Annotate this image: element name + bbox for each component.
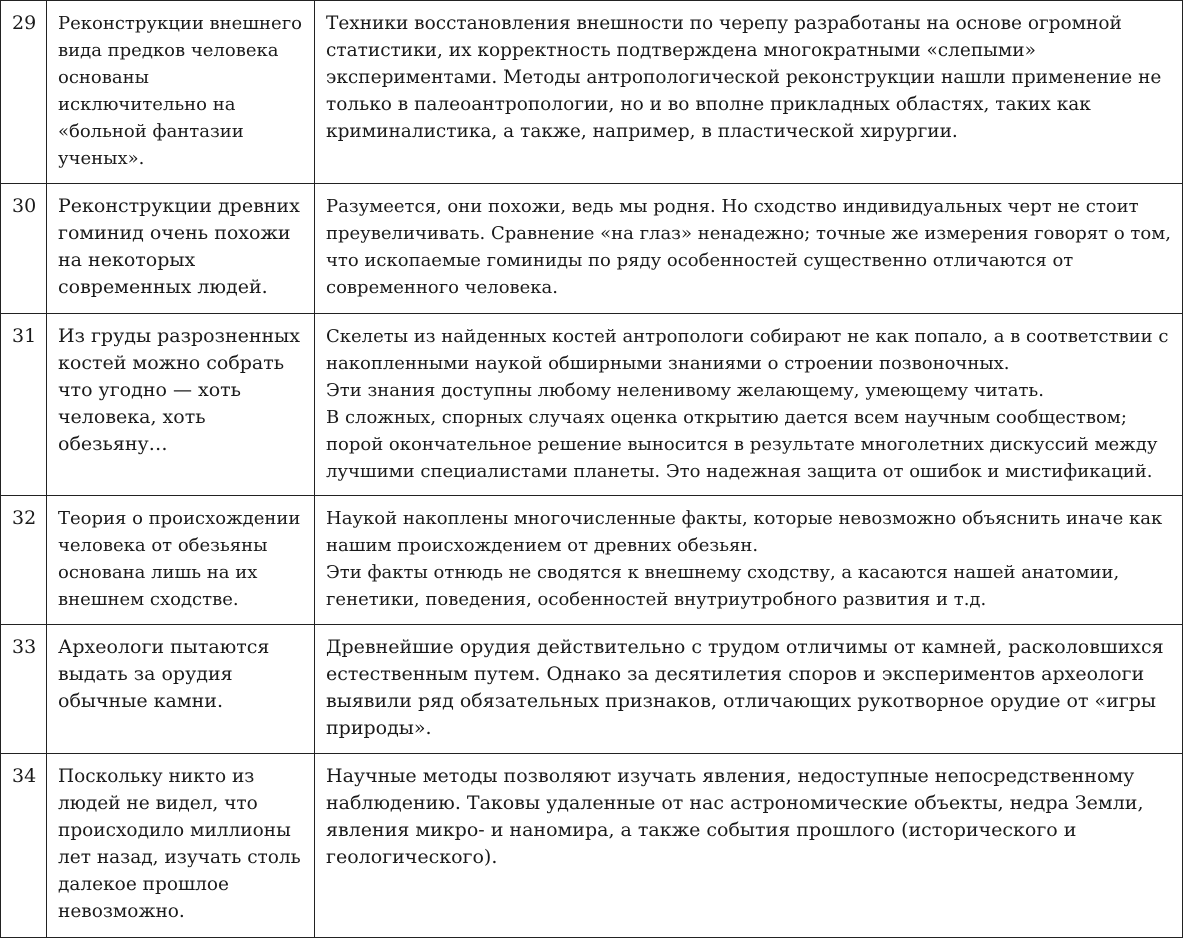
fact-line: лучшими специалистами планеты. Это надежная защита от ошибок и мистификаций.	[326, 461, 1153, 482]
row-number: 31	[1, 314, 47, 496]
fact-line: накопленными наукой обширными знаниями о строении позвоночных.	[326, 353, 1010, 374]
table-row	[1, 184, 1183, 314]
row-number: 33	[1, 625, 47, 754]
myth-line: вида предков человека	[58, 40, 279, 61]
fact-cell	[315, 1, 1183, 184]
myth-line: далекое прошлое	[58, 874, 229, 895]
myth-line: внешнем сходстве.	[58, 589, 239, 610]
table-row	[1, 496, 1183, 625]
table-row	[1, 754, 1183, 938]
fact-line: геологического).	[326, 846, 498, 868]
row-number: 30	[1, 184, 47, 314]
fact-line: статистики, их корректность подтверждена многократными «слепыми»	[326, 40, 1036, 61]
myth-cell	[47, 496, 315, 625]
fact-cell	[315, 314, 1183, 496]
myth-line: на некоторых	[58, 249, 196, 271]
myth-line: что угодно — хоть	[58, 379, 242, 401]
myth-line: исключительно на	[58, 94, 236, 115]
myth-line: выдать за орудия	[58, 663, 233, 685]
myth-cell	[47, 754, 315, 938]
row-number: 32	[1, 496, 47, 625]
fact-line: естественным путем. Однако за десятилетия споров и экспериментов археологи	[326, 663, 1145, 685]
fact-line: криминалистика, а также, например, в пластической хирургии.	[326, 121, 958, 142]
myth-line: основаны	[58, 67, 149, 88]
fact-cell	[315, 625, 1183, 754]
fact-line: порой окончательное решение выносится в результате многолетних дискуссий между	[326, 434, 1158, 455]
fact-line: преувеличивать. Сравнение «на глаз» ненадежно; точные же измерения говорят о том,	[326, 223, 1171, 244]
myth-line: человека, хоть	[58, 406, 206, 428]
myth-line: Реконструкции внешнего	[58, 13, 302, 34]
fact-cell	[315, 184, 1183, 314]
fact-line: нашим происхождением от древних обезьян.	[326, 535, 759, 556]
row-number: 29	[1, 1, 47, 184]
fact-line: Наукой накоплены многочисленные факты, которые невозможно объяснить иначе как	[326, 508, 1163, 529]
fact-line: Научные методы позволяют изучать явления, недоступные непосредственному	[326, 765, 1135, 787]
fact-line: экспериментами. Методы антропологической реконструкции нашли применение не	[326, 67, 1162, 88]
myth-cell	[47, 314, 315, 496]
fact-line: наблюдению. Таковы удаленные от нас астрономические объекты, недра Земли,	[326, 792, 1144, 814]
myth-line: людей не видел, что	[58, 793, 258, 814]
myth-line: лет назад, изучать столь	[58, 847, 301, 868]
myth-line: Археологи пытаются	[58, 636, 270, 658]
myth-line: основана лишь на их	[58, 562, 258, 583]
fact-line: Эти факты отнюдь не сводятся к внешнему сходству, а касаются нашей анатомии,	[326, 562, 1120, 583]
row-number: 34	[1, 754, 47, 938]
fact-line: выявили ряд обязательных признаков, отличающих рукотворное орудие от «игры	[326, 690, 1157, 712]
fact-line: что ископаемые гоминиды по ряду особенностей существенно отличаются от	[326, 250, 1074, 271]
myth-line: костей можно собрать	[58, 352, 285, 374]
fact-line: современного человека.	[326, 277, 559, 298]
myth-cell	[47, 1, 315, 184]
fact-line: явления микро- и наномира, а также события прошлого (исторического и	[326, 819, 1077, 841]
fact-line: только в палеоантропологии, но и во вполне прикладных областях, таких как	[326, 94, 1091, 115]
myth-line: Теория о происхождении	[58, 508, 301, 529]
fact-line: В сложных, спорных случаях оценка открытию дается всем научным сообществом;	[326, 407, 1127, 428]
myth-line: ученых».	[58, 148, 145, 169]
table-row	[1, 1, 1183, 184]
myth-line: обычные камни.	[58, 690, 223, 712]
myth-line: Поскольку никто из	[58, 766, 255, 787]
myth-line: обезьяну…	[58, 433, 168, 455]
fact-cell	[315, 496, 1183, 625]
fact-line: генетики, поведения, особенностей внутриутробного развития и т.д.	[326, 589, 987, 610]
table-row	[1, 314, 1183, 496]
table-row	[1, 625, 1183, 754]
myth-line: Реконструкции древних	[58, 195, 300, 217]
myth-cell	[47, 184, 315, 314]
myth-line: человека от обезьяны	[58, 535, 268, 556]
myth-line: невозможно.	[58, 901, 185, 922]
myth-line: происходило миллионы	[58, 820, 291, 841]
fact-line: природы».	[326, 717, 432, 739]
fact-line: Скелеты из найденных костей антропологи собирают не как попало, а в соответствии с	[326, 326, 1169, 347]
myth-line: современных людей.	[58, 276, 268, 298]
myth-line: Из груды разрозненных	[58, 325, 301, 347]
fact-line: Техники восстановления внешности по черепу разработаны на основе огромной	[326, 13, 1122, 34]
myth-line: «больной фантазии	[58, 121, 244, 142]
fact-line: Древнейшие орудия действительно с трудом отличимы от камней, расколовшихся	[326, 636, 1164, 658]
fact-line: Эти знания доступны любому неленивому желающему, умеющему читать.	[326, 380, 1044, 401]
fact-cell	[315, 754, 1183, 938]
myth-cell	[47, 625, 315, 754]
fact-line: Разумеется, они похожи, ведь мы родня. Но сходство индивидуальных черт не стоит	[326, 196, 1139, 217]
myth-line: гоминид очень похожи	[58, 222, 291, 244]
table-body	[1, 1, 1183, 938]
